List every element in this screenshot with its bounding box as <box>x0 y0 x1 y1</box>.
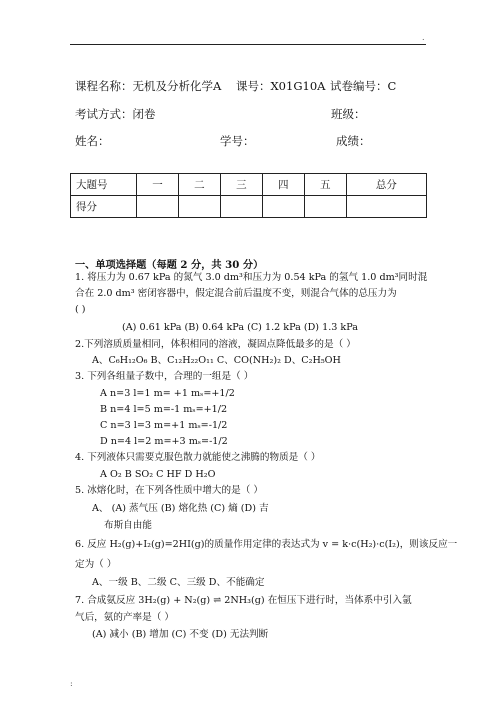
table-row <box>71 174 427 196</box>
student-id-field: 学号： <box>220 134 255 148</box>
top-rule <box>70 44 426 45</box>
exam-mode: 考试方式：闭卷 <box>75 107 156 121</box>
score-input-cell[interactable] <box>262 196 304 218</box>
q1-options: (A) 0.61 kPa (B) 0.64 kPa (C) 1.2 kPa (D) 1.3 kPa <box>122 322 358 333</box>
corner-mark: . <box>422 33 425 42</box>
q3-option-a: A n=3 l=1 m= +1 mₛ=+1/2 <box>100 388 235 399</box>
q6-options: A、一级 B、二级 C、三级 D、不能确定 <box>92 577 265 588</box>
score-field: 成绩： <box>336 134 371 148</box>
section-title: 一、单项选择题（每题 2 分，共 30 分） <box>75 259 264 271</box>
q7-line1: 7. 合成氨反应 3H₂(g) + N₂(g) ⇌ 2NH₃(g) 在恒压下进行时，当体系中引入氩 <box>75 595 412 606</box>
q5-options: A、 (A) 蒸气压 (B) 熔化热 (C) 熵 (D) 吉 <box>92 503 269 514</box>
q3-option-b: B n=4 l=5 m=-1 mₛ=+1/2 <box>100 404 228 415</box>
table-cell: 四 <box>262 174 304 196</box>
table-cell: 得分 <box>71 196 137 218</box>
table-cell: 三 <box>220 174 262 196</box>
q5-stem: 5. 冰熔化时，在下列各性质中增大的是（ ） <box>75 485 263 496</box>
score-table <box>70 173 427 218</box>
q5-continuation: 布斯自由能 <box>104 520 152 531</box>
table-cell: 五 <box>304 174 346 196</box>
score-input-cell[interactable] <box>178 196 220 218</box>
table-cell: 大题号 <box>71 174 137 196</box>
q6-line2: 定为（ ） <box>75 559 117 570</box>
q2-stem: 2.下列溶质质量相同，体积相同的溶液，凝固点降低最多的是（ ） <box>75 339 356 350</box>
q6-line1: 6. 反应 H₂(g)+I₂(g)=2HI(g)的质量作用定律的表达式为 v = k·c(H₂)·c(I₂)，则该反应一 <box>75 539 458 550</box>
course-number: 课号：X01G10A <box>236 79 326 93</box>
q3-option-d: D n=4 l=2 m=+3 mₛ=-1/2 <box>100 436 228 447</box>
score-input-cell[interactable] <box>137 196 179 218</box>
class-field: 班级： <box>331 107 366 121</box>
q4-options: A O₂ B SO₂ C HF D H₂O <box>100 469 216 480</box>
paper-number: 试卷编号：C <box>330 79 397 93</box>
table-cell: 一 <box>137 174 179 196</box>
corner-mark: : <box>70 679 73 688</box>
score-input-cell[interactable] <box>304 196 346 218</box>
q1-line2: 合在 2.0 dm³ 密闭容器中，假定混合前后温度不变，则混合气体的总压力为 <box>75 288 397 299</box>
q7-line2: 气后，氨的产率是（ ） <box>75 612 174 623</box>
q4-stem: 4. 下列液体只需要克服色散力就能使之沸腾的物质是（ ） <box>75 452 321 463</box>
score-input-cell[interactable] <box>220 196 262 218</box>
table-cell: 二 <box>178 174 220 196</box>
q3-option-c: C n=3 l=3 m=+1 mₛ=-1/2 <box>100 420 228 431</box>
q2-options: A、C₆H₁₂O₆ B、C₁₂H₂₂O₁₁ C、CO(NH₂)₂ D、C₂H₅OH <box>92 355 341 366</box>
q3-stem: 3. 下列各组量子数中，合理的一组是（ ） <box>75 371 254 382</box>
table-row <box>71 196 427 218</box>
course-name: 课程名称：无机及分析化学A <box>75 79 222 93</box>
score-input-cell[interactable] <box>346 196 426 218</box>
name-field: 姓名： <box>75 134 110 148</box>
q1-line1: 1. 将压力为 0.67 kPa 的氮气 3.0 dm³和压力为 0.54 kPa 的氢气 1.0 dm³同时混 <box>75 272 428 283</box>
q7-options: (A) 减小 (B) 增加 (C) 不变 (D) 无法判断 <box>92 629 269 640</box>
q1-line3: ( ) <box>75 304 86 315</box>
table-cell: 总分 <box>346 174 426 196</box>
